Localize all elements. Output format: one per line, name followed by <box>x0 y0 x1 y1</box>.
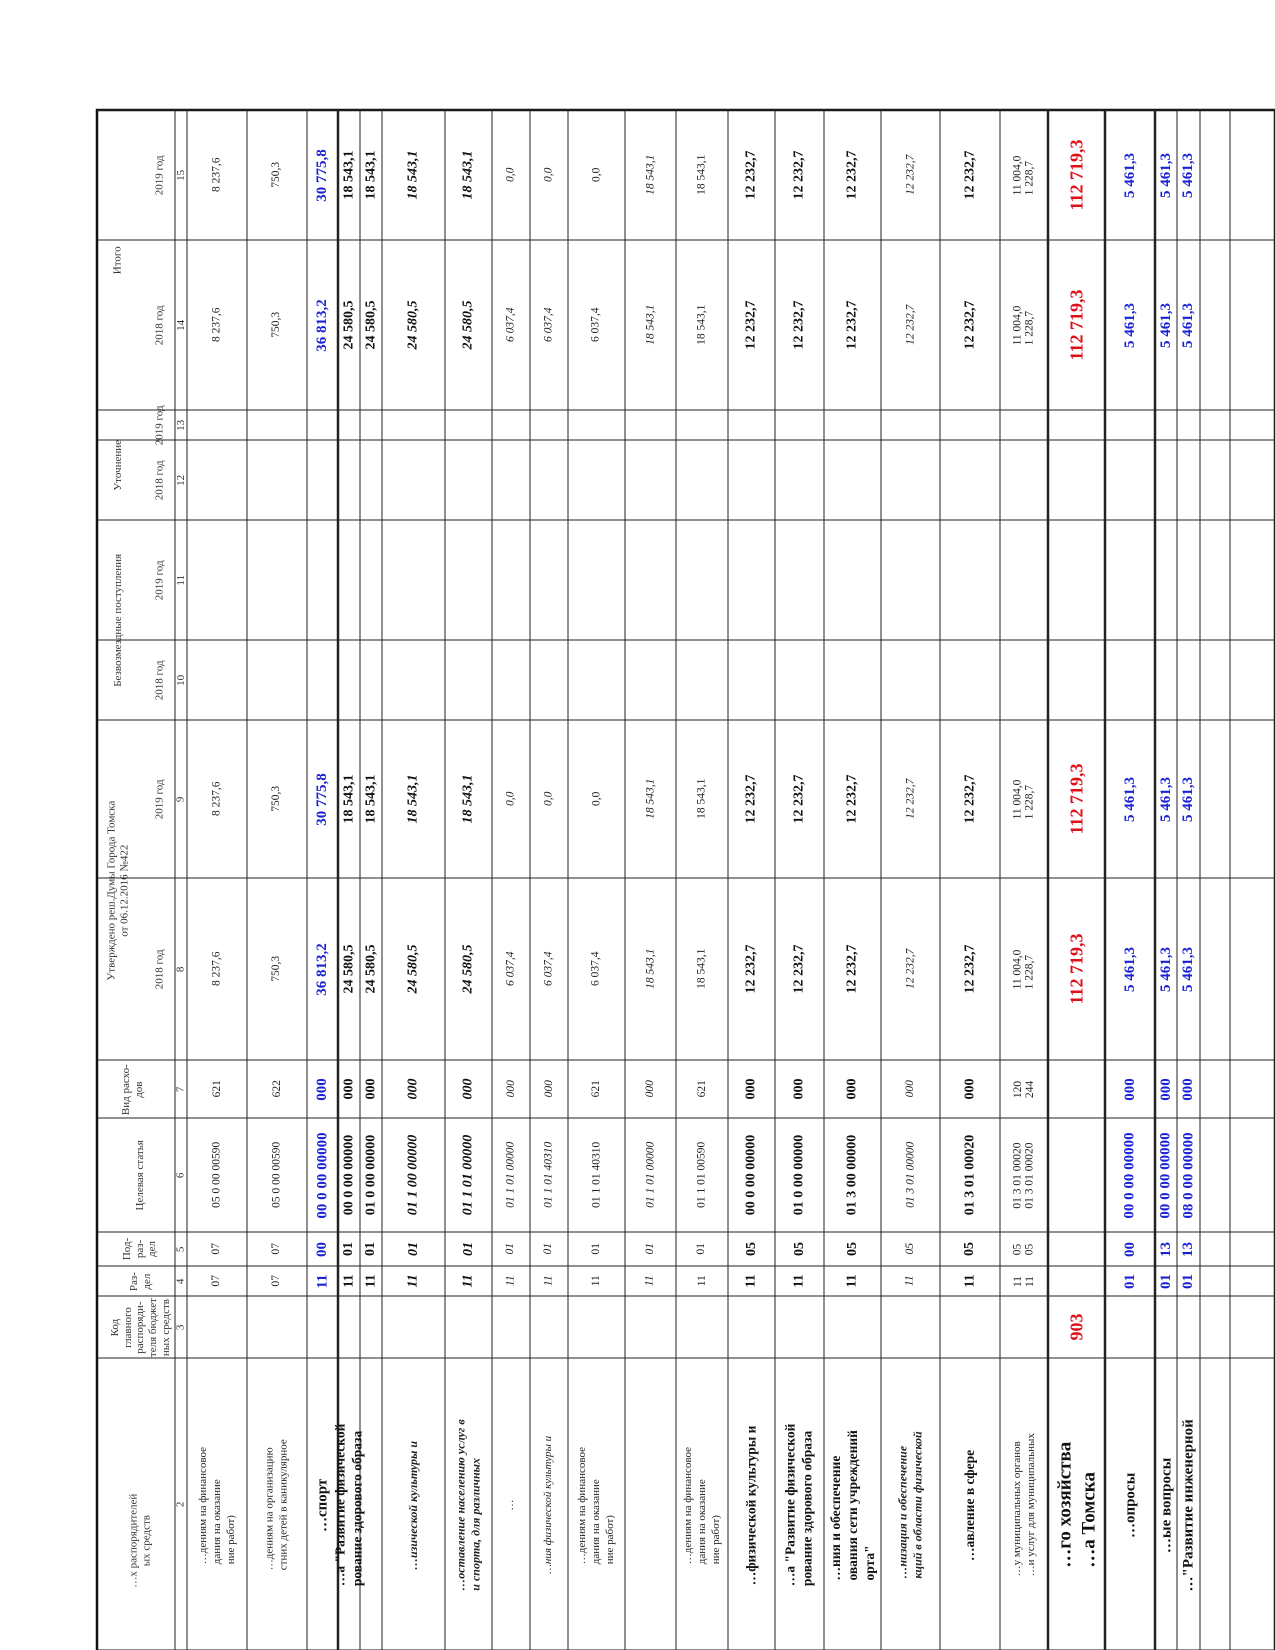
row-cs: 01 1 01 00000 <box>504 1141 517 1208</box>
row-t18: 12 232,7 <box>791 300 807 350</box>
header-year: 2019 год <box>153 559 166 600</box>
row-pr: 05 <box>743 1242 759 1256</box>
row-rz: 11 <box>341 1274 357 1288</box>
row-pr: 13 <box>1157 1241 1174 1257</box>
row-pr: 05 <box>962 1242 977 1256</box>
row-name: …физической культуры и <box>742 1425 758 1585</box>
row-name: …ния физической культуры и <box>542 1435 555 1574</box>
header-column-number: 6 <box>174 1172 187 1178</box>
row-cs: 00 0 00 00000 <box>314 1131 331 1219</box>
header-column-number: 13 <box>174 419 187 431</box>
row-rz: 11 <box>643 1275 656 1287</box>
row-a19: 12 232,7 <box>962 774 977 824</box>
row-a18: 36 813,2 <box>313 942 330 996</box>
header-name: …х распорядителей ых средств <box>127 1493 152 1588</box>
row-t18: 12 232,7 <box>743 300 759 350</box>
row-vr: 000 <box>844 1078 860 1100</box>
header-gratuitous: Безвозмездные поступления <box>111 553 124 687</box>
row-name: …ния и обеспечение ования сети учреждений орта" <box>827 1429 877 1581</box>
row-a18: 12 232,7 <box>903 948 916 989</box>
row-t18: 6 037,4 <box>589 307 602 342</box>
row-a19: 12 232,7 <box>743 774 759 824</box>
row-pr: 13 <box>1180 1241 1196 1257</box>
row-t19: 12 232,7 <box>844 150 860 200</box>
row-rz: 11 <box>405 1274 421 1288</box>
row-rz: 01 <box>1180 1273 1196 1289</box>
header-year: 2018 год <box>153 459 166 500</box>
row-t19: 0,0 <box>589 167 602 182</box>
header-column-number: 15 <box>174 169 187 181</box>
row-name: …ые вопросы <box>1157 1457 1174 1553</box>
row-pr: 01 <box>405 1242 421 1256</box>
row-name: …дениям на финансовое дания на оказание ние работ) <box>196 1446 236 1564</box>
row-t19: 18 543,1 <box>460 150 476 200</box>
row-t19: 30 775,8 <box>313 148 330 202</box>
row-vr: 000 <box>460 1078 476 1100</box>
row-t19: 750,3 <box>270 161 283 188</box>
row-t19: 18 543,1 <box>643 154 656 195</box>
row-cs: 05 0 00 00590 <box>270 1141 283 1208</box>
header-approved: Утверждено реш.Думы Города Томска от 06.12.2016 №422 <box>105 800 130 981</box>
row-cs: 01 0 00 00000 <box>362 1134 378 1216</box>
row-name: …"Развитие инженерной <box>1180 1418 1197 1591</box>
row-t18: 18 543,1 <box>695 304 708 345</box>
row-rz: 11 <box>314 1273 331 1289</box>
row-a19: 18 543,1 <box>363 774 378 824</box>
row-a18: 6 037,4 <box>589 951 602 986</box>
row-t19: 8 237,6 <box>210 157 222 192</box>
row-rz: 11 11 <box>1011 1275 1036 1287</box>
row-pr: 01 <box>542 1243 554 1255</box>
row-rz: 11 <box>743 1274 759 1288</box>
row-a19: 0,0 <box>542 791 555 806</box>
row-t19: 18 543,1 <box>405 150 421 200</box>
row-t18: 36 813,2 <box>313 298 330 352</box>
row-t19: 12 232,7 <box>743 150 759 200</box>
row-vr: 000 <box>1157 1077 1174 1101</box>
row-pr: 01 <box>341 1242 356 1256</box>
row-rz: 11 <box>363 1274 379 1288</box>
row-a18: 12 232,7 <box>743 944 759 994</box>
header-column-number: 12 <box>174 474 187 486</box>
row-a19: 5 461,3 <box>1180 776 1196 822</box>
row-t18: 24 580,5 <box>363 300 378 350</box>
row-cs: 00 0 00 00000 <box>1157 1131 1174 1219</box>
row-pr: 05 <box>844 1242 860 1256</box>
row-vr: 000 <box>791 1078 807 1100</box>
row-t18: 5 461,3 <box>1157 302 1174 348</box>
row-cs: 01 1 01 40310 <box>542 1141 555 1208</box>
row-t18: 6 037,4 <box>542 307 554 342</box>
row-a18: 24 580,5 <box>341 944 356 994</box>
row-a18: 6 037,4 <box>504 951 516 986</box>
row-name: …а "Развитие физической рование здорового образа <box>331 1423 364 1587</box>
row-name: …спорт <box>314 1478 331 1532</box>
row-vr: 000 <box>1121 1077 1138 1101</box>
row-a19: 12 232,7 <box>903 778 916 819</box>
row-rz: 07 <box>270 1275 282 1287</box>
row-pr: 05 05 <box>1011 1243 1035 1255</box>
row-cs: 01 0 00 00000 <box>791 1134 807 1216</box>
header-column-number: 9 <box>174 796 187 802</box>
row-pr: 05 <box>903 1243 916 1255</box>
row-vr: 621 <box>589 1080 602 1098</box>
row-a18: 750,3 <box>270 955 283 982</box>
row-a18: 6 037,4 <box>542 951 554 986</box>
row-a18: 12 232,7 <box>844 944 860 994</box>
row-a19: 5 461,3 <box>1157 776 1174 822</box>
header-total: Итого <box>111 245 124 274</box>
row-vr: 000 <box>313 1077 330 1101</box>
header-column-number: 11 <box>174 574 187 586</box>
row-vr: 000 <box>643 1080 656 1098</box>
row-name: …у муниципальных органов …и услуг для муниципальных <box>1010 1433 1037 1577</box>
row-vr: 000 <box>743 1078 759 1100</box>
row-a19: 8 237,6 <box>210 781 222 816</box>
row-a18: 12 232,7 <box>791 944 807 994</box>
row-t18: 24 580,5 <box>405 300 421 350</box>
header-year: 2018 год <box>153 659 166 700</box>
header-column-number: 8 <box>174 966 187 972</box>
header-clarification: Уточнение <box>111 439 124 491</box>
row-cs: 01 1 01 00000 <box>460 1134 476 1216</box>
row-rz: 11 <box>542 1275 555 1287</box>
row-a19: 30 775,8 <box>313 772 330 826</box>
row-a19: 0,0 <box>504 791 517 806</box>
row-rz: 01 <box>1121 1273 1138 1289</box>
row-rz: 11 <box>460 1274 476 1288</box>
row-name: …оставление населению услуг в и спорта, для различных <box>453 1419 483 1591</box>
row-cs: 01 1 01 00590 <box>695 1141 708 1208</box>
row-vr: 000 <box>405 1078 421 1100</box>
row-vr: 120 244 <box>1011 1080 1036 1098</box>
row-rz: 11 <box>791 1274 807 1288</box>
header-column-number: 3 <box>174 1324 187 1330</box>
row-cs: 01 1 00 00000 <box>405 1134 421 1216</box>
row-t18: 750,3 <box>270 311 283 338</box>
row-vr: 000 <box>1179 1077 1196 1101</box>
row-a18: 5 461,3 <box>1121 946 1138 992</box>
row-t18: 112 719,3 <box>1066 289 1087 361</box>
header-column-number: 2 <box>174 1501 187 1507</box>
row-pr: 00 <box>1121 1241 1138 1257</box>
row-t18: 12 232,7 <box>903 304 916 345</box>
header-year: 2018 год <box>153 304 166 345</box>
row-name: …дениям на финансовое дания на оказание ние работ) <box>681 1446 721 1564</box>
row-name: …низация и обеспечение кций в области физической <box>895 1431 925 1579</box>
row-pr: 01 <box>643 1243 656 1255</box>
row-pr: 00 <box>314 1241 330 1257</box>
row-t18: 12 232,7 <box>962 300 977 350</box>
row-name: …дениям на организацию стних детей в каникулярное <box>263 1439 289 1571</box>
row-rz: 07 <box>210 1275 222 1287</box>
row-rz: 11 <box>589 1275 602 1287</box>
row-a19: 0,0 <box>589 791 602 806</box>
row-cs: 01 3 01 00020 01 3 01 00020 <box>1011 1141 1036 1209</box>
row-cs: 08 0 00 00000 <box>1180 1131 1197 1219</box>
row-vr: 622 <box>270 1080 283 1098</box>
row-a18: 18 543,1 <box>643 948 656 989</box>
row-rz: 11 <box>844 1274 860 1288</box>
row-rz: 11 <box>504 1275 517 1287</box>
row-vr: 000 <box>962 1078 977 1100</box>
row-cs: 00 0 00 00000 <box>340 1134 356 1216</box>
row-a18: 5 461,3 <box>1180 946 1196 992</box>
row-pr: 01 <box>460 1242 476 1256</box>
row-pr: 01 <box>589 1243 602 1255</box>
row-pr: 01 <box>695 1243 707 1255</box>
row-t18: 18 543,1 <box>643 304 656 345</box>
row-rz: 01 <box>1157 1273 1174 1289</box>
header-razdel: Раз- дел <box>127 1271 153 1291</box>
row-name: …а "Развитие физической рование здорового образа <box>782 1423 815 1587</box>
row-a18: 24 580,5 <box>460 944 476 994</box>
row-code: 903 <box>1066 1313 1087 1341</box>
row-t19: 12 232,7 <box>903 154 916 195</box>
row-name: … <box>504 1499 517 1510</box>
header-year: 2018 год <box>153 948 166 989</box>
row-rz: 11 <box>903 1275 916 1287</box>
row-pr: 01 <box>504 1243 516 1255</box>
row-pr: 07 <box>270 1243 282 1255</box>
row-a18: 24 580,5 <box>405 944 421 994</box>
header-podrazdel: Под- раз- дел <box>121 1237 159 1261</box>
row-t19: 18 543,1 <box>695 154 708 195</box>
row-t18: 12 232,7 <box>844 300 860 350</box>
row-vr: 621 <box>210 1080 223 1098</box>
row-a19: 18 543,1 <box>460 774 476 824</box>
row-pr: 01 <box>363 1242 378 1256</box>
row-t18: 8 237,6 <box>210 307 222 342</box>
row-t18: 24 580,5 <box>341 300 356 350</box>
header-column-number: 5 <box>174 1246 187 1252</box>
header-year: 2019 год <box>153 154 166 195</box>
row-a19: 18 543,1 <box>341 774 356 824</box>
header-expense: Вид расхо- дов <box>119 1063 144 1115</box>
row-rz: 11 <box>695 1275 708 1287</box>
row-t18: 11 004,0 1 228,7 <box>1011 305 1035 345</box>
header-column-number: 14 <box>174 319 187 331</box>
row-name: …авление в сфере <box>961 1449 977 1561</box>
row-a19: 11 004,0 1 228,7 <box>1011 779 1035 819</box>
row-t19: 5 461,3 <box>1157 152 1174 198</box>
header-column-number: 7 <box>174 1086 187 1092</box>
row-t18: 24 580,5 <box>460 300 476 350</box>
row-t19: 18 543,1 <box>341 150 356 200</box>
row-t19: 0,0 <box>504 167 517 182</box>
row-a18: 5 461,3 <box>1157 946 1174 992</box>
row-a18: 112 719,3 <box>1066 933 1087 1005</box>
row-cs: 01 1 01 40310 <box>589 1141 602 1208</box>
row-a19: 18 543,1 <box>405 774 421 824</box>
row-a19: 112 719,3 <box>1066 763 1087 835</box>
row-t19: 0,0 <box>542 167 555 182</box>
row-cs: 00 0 00 00000 <box>743 1134 759 1216</box>
header-column-number: 10 <box>174 674 187 686</box>
row-rz: 11 <box>962 1274 978 1288</box>
row-a19: 12 232,7 <box>844 774 860 824</box>
row-t18: 5 461,3 <box>1121 302 1138 348</box>
row-name: …изической культуры и <box>406 1440 421 1570</box>
row-t19: 12 232,7 <box>962 150 977 200</box>
row-t18: 5 461,3 <box>1180 302 1196 348</box>
row-pr: 07 <box>210 1243 222 1255</box>
row-vr: 000 <box>341 1078 356 1100</box>
row-t19: 12 232,7 <box>791 150 807 200</box>
row-vr: 000 <box>363 1078 378 1100</box>
row-vr: 000 <box>504 1080 517 1098</box>
row-vr: 621 <box>695 1080 708 1098</box>
row-a18: 18 543,1 <box>695 948 708 989</box>
row-pr: 05 <box>791 1242 807 1256</box>
row-cs: 01 3 00 00000 <box>844 1134 860 1216</box>
row-cs: 00 0 00 00000 <box>1121 1131 1138 1219</box>
row-name: …дениям на финансовое дания на оказание ние работ) <box>575 1446 616 1564</box>
row-a18: 8 237,6 <box>210 951 222 986</box>
header-code: Код главного распоряди- теля бюджет ных средств <box>108 1297 171 1357</box>
row-a19: 5 461,3 <box>1121 776 1138 822</box>
row-cs: 01 1 01 00000 <box>643 1141 656 1208</box>
row-name: …го хозяйства …а Томска <box>1053 1441 1099 1568</box>
header-column-number: 4 <box>174 1278 187 1284</box>
header-year: 2019 год <box>153 778 166 819</box>
row-t19: 18 543,1 <box>363 150 378 200</box>
row-cs: 01 3 01 00020 <box>961 1134 977 1216</box>
row-a19: 18 543,1 <box>695 778 708 819</box>
row-t18: 6 037,4 <box>504 307 516 342</box>
row-a18: 24 580,5 <box>363 944 378 994</box>
row-a19: 18 543,1 <box>643 778 656 819</box>
header-target: Целевая статья <box>133 1139 146 1210</box>
header-year: 2019 год <box>153 404 166 445</box>
row-t19: 112 719,3 <box>1066 139 1087 211</box>
row-a19: 750,3 <box>270 785 283 812</box>
row-vr: 000 <box>542 1080 555 1098</box>
row-a19: 12 232,7 <box>791 774 807 824</box>
row-vr: 000 <box>903 1080 916 1098</box>
row-cs: 05 0 00 00590 <box>210 1141 223 1208</box>
row-cs: 01 3 01 00000 <box>903 1141 916 1208</box>
row-name: …опросы <box>1121 1472 1138 1538</box>
row-t19: 11 004,0 1 228,7 <box>1011 155 1035 195</box>
row-t19: 5 461,3 <box>1121 152 1138 198</box>
row-a18: 12 232,7 <box>962 944 977 994</box>
row-t19: 5 461,3 <box>1180 152 1196 198</box>
row-a18: 11 004,0 1 228,7 <box>1011 949 1035 989</box>
